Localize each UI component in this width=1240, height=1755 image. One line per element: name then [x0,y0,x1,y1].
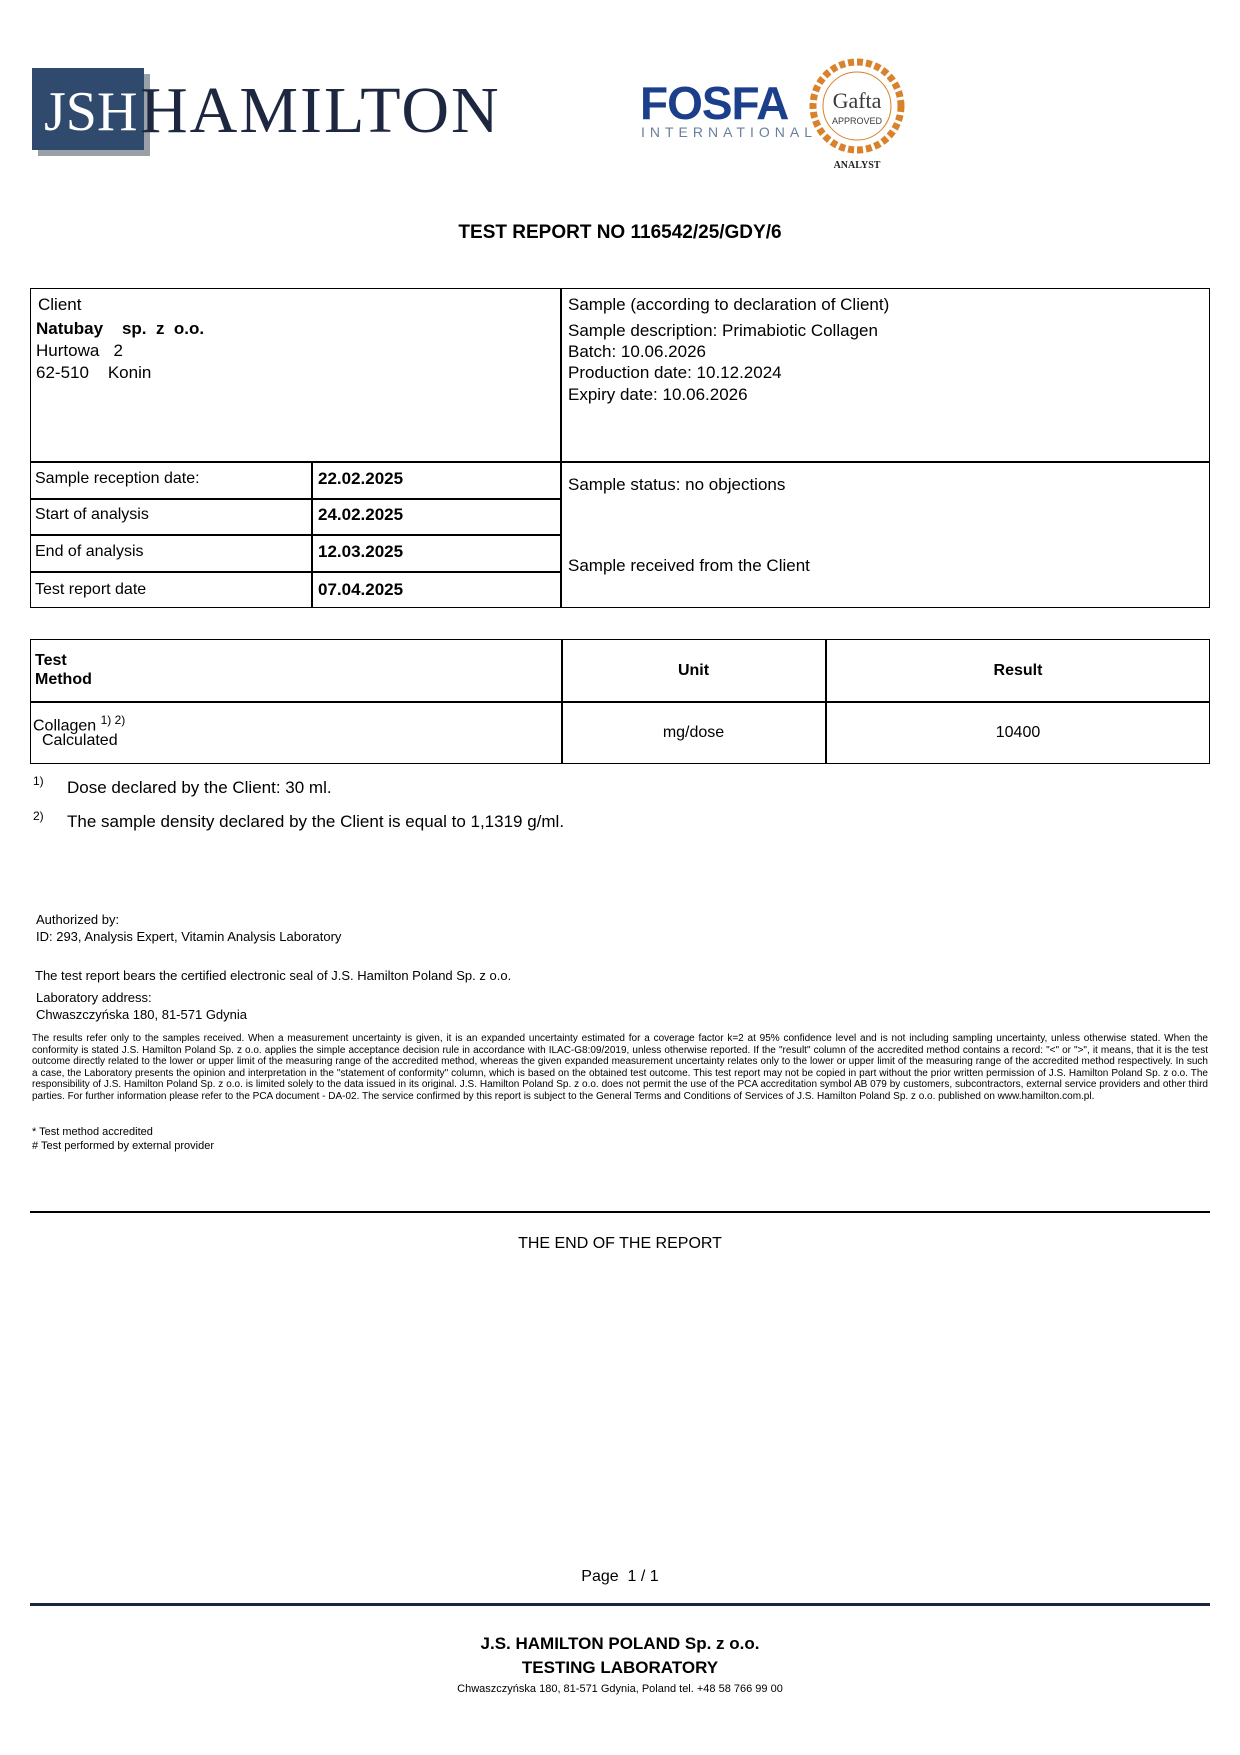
info-divider [560,288,562,608]
result-unit: mg/dose [662,724,725,741]
header-unit: Unit [677,662,710,679]
sample-expiry-date: Expiry date: 10.06.2026 [568,385,748,404]
footer-company: J.S. HAMILTON POLAND Sp. z o.o. [480,1634,760,1653]
footnote-mark: 2) [33,809,44,823]
seal-statement: The test report bears the certified electronic seal of J.S. Hamilton Poland Sp. z o.o. [35,968,512,983]
header-method: Method [35,671,92,688]
client-street: Hurtowa 2 [36,341,123,360]
lab-address-label: Laboratory address: [36,990,152,1005]
sample-description: Sample description: Primabiotic Collagen [568,321,878,340]
page-number: Page 1 / 1 [581,1568,659,1585]
authorized-label: Authorized by: [36,912,120,927]
logo-monogram: JSH [44,81,138,143]
hamilton-logo-mark [32,68,152,158]
row-line [30,571,561,573]
date-value: 07.04.2025 [318,580,404,599]
fosfa-logo-sub: INTERNATIONAL [641,124,817,140]
gafta-badge [805,56,909,180]
result-test-label: Collagen [33,717,97,735]
results-col-divider [561,639,563,764]
legend-accredited: * Test method accredited [32,1126,153,1138]
results-col-divider [825,639,827,764]
date-value: 12.03.2025 [318,542,404,561]
client-name: Natubay sp. z o.o. [36,319,205,338]
date-label: Test report date [35,581,147,598]
hamilton-wordmark: HAMILTON [140,74,501,147]
disclaimer: The results refer only to the samples received. When a measurement uncertainty is given, it is an expanded uncertainty estimated for a coverage factor k=2 at 95% confidence level and is not including sampling uncertainty, unless otherwise stated. When the conformity is stated J.S. Hamilton Poland Sp. z o.o. applies the simple acceptance decision rule in accordance with ILAC-G8:09/2019, unless otherwise reported. If the "result" column of the accredited method contains a record: "<" or ">", it means, that it is the test outcome directly related to the lower or upper limit of the measuring range of the accredited method, whereas the given expanded measurement uncertainty relates only to the lower or upper limit of the measuring range of the accredited method respectively. In such a case, the Laboratory presents the opinion and interpretation in the "statement of conformity" column, which is based on the obtained test outcome. This test report may not be copied in part without the prior written permission of J.S. Hamilton Poland Sp. z o.o. The responsibility of J.S. Hamilton Poland Sp. z o.o. is limited solely to the data issued in its original. J.S. Hamilton Poland Sp. z o.o. does not permit the use of the PCA accreditation symbol AB 079 by customers, subcontractors, external service providers and other third parties. For further information please refer to the PCA document - DA-02. The service confirmed by this report is subject to the General Terms and Conditions of Services of J.S. Hamilton Poland Sp. z o.o. published on www.hamilton.com.pl. [32,1033,1208,1102]
end-rule [30,1211,1210,1213]
legend-external: # Test performed by external provider [32,1140,214,1152]
date-value: 24.02.2025 [318,505,404,524]
gafta-approved-text: APPROVED [831,116,883,126]
sample-status: Sample status: no objections [568,475,786,494]
footnote-text: Dose declared by the Client: 30 ml. [67,778,332,797]
fosfa-logo: FOSFA [640,77,789,129]
info-separator [30,461,1210,463]
footer-rule [30,1603,1210,1606]
sample-heading: Sample (according to declaration of Client) [568,295,890,314]
client-heading: Client [38,295,82,314]
date-label: End of analysis [35,543,144,560]
result-value: 10400 [995,724,1041,741]
footer-address: Chwaszczyńska 180, 81-571 Gdynia, Poland tel. +48 58 766 99 00 [457,1683,783,1695]
row-line [30,498,561,500]
footnote-text: The sample density declared by the Client is equal to 1,1319 g/ml. [67,812,565,831]
date-label: Sample reception date: [35,470,200,487]
header-result: Result [993,662,1043,679]
gafta-text: Gafta [832,88,882,113]
report-title: TEST REPORT NO 116542/25/GDY/6 [458,222,782,243]
client-city: 62-510 Konin [36,363,152,382]
results-header-line [30,701,1210,703]
sample-production-date: Production date: 10.12.2024 [568,363,782,382]
sample-batch: Batch: 10.06.2026 [568,342,707,361]
date-value: 22.02.2025 [318,469,404,488]
lab-address: Chwaszczyńska 180, 81-571 Gdynia [36,1007,248,1022]
sample-received: Sample received from the Client [568,556,810,575]
row-line [30,534,561,536]
result-footnote-marks: 1) 2) [100,713,126,727]
result-method: Calculated [42,732,118,749]
footnote-mark: 1) [33,774,44,788]
end-of-report: THE END OF THE REPORT [518,1235,722,1252]
footer-lab: TESTING LABORATORY [521,1658,719,1677]
date-label: Start of analysis [35,506,149,523]
header-test: Test [35,652,67,669]
authorized-id: ID: 293, Analysis Expert, Vitamin Analysis Laboratory [36,929,342,944]
gafta-analyst-text: ANALYST [833,160,881,171]
